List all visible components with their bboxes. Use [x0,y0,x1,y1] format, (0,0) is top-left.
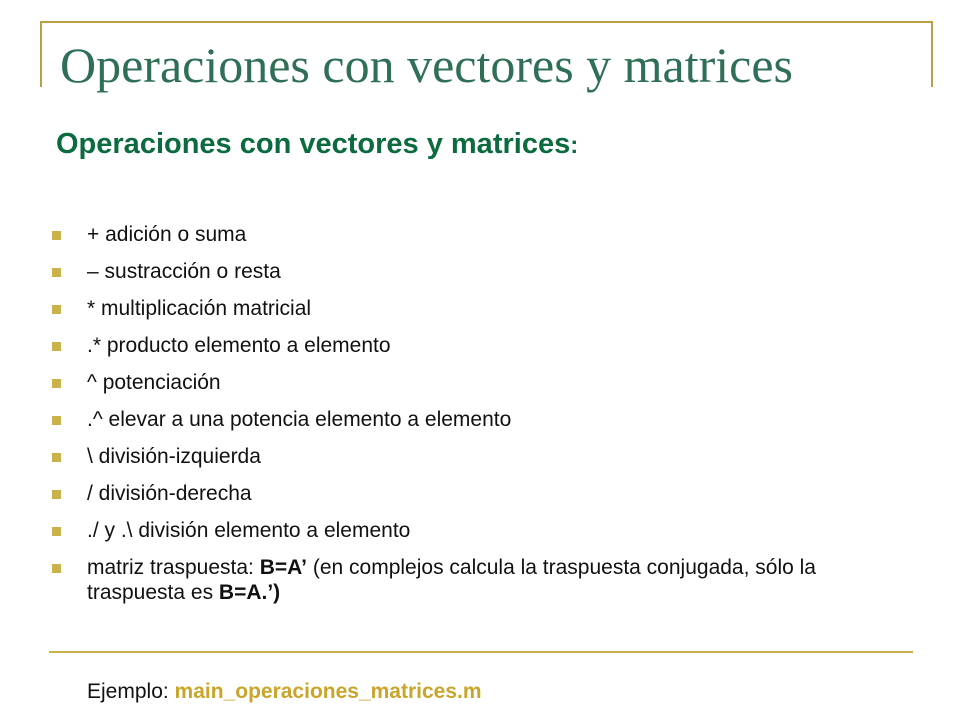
list-item [52,296,882,333]
square-bullet-icon [52,490,61,499]
square-bullet-icon [52,453,61,462]
list-item-text: \ división-izquierda [87,445,261,468]
subheading-colon: : [570,132,579,159]
square-bullet-icon [52,527,61,536]
list-item-text: .* producto elemento a elemento [87,334,391,357]
square-bullet-icon [52,305,61,314]
list-item-text: ^ potenciación [87,371,221,394]
list-item [52,333,882,370]
list-item-text: * multiplicación matricial [87,297,312,320]
list-item [52,222,882,259]
transpose-note: (en complejos calcula la traspuesta conjugada, sólo la traspuesta es [87,556,816,604]
operator-list [52,222,882,605]
title-frame-top [40,21,933,23]
list-item-text: / división-derecha [87,482,252,505]
slide-subheading [56,128,578,161]
list-item-text: .^ elevar a una potencia elemento a elemento [87,408,512,431]
square-bullet-icon [52,342,61,351]
list-item-text: + adición o suma [87,223,247,246]
square-bullet-icon [52,268,61,277]
title-frame-right [931,21,933,87]
list-item-text: – sustracción o resta [87,260,281,283]
list-item [52,481,882,518]
list-item [52,518,882,555]
transpose-expression: B=A’ [259,556,308,579]
title-frame-left [40,21,42,87]
square-bullet-icon [52,379,61,388]
transpose-dot-expression: B=A.’) [218,581,281,604]
divider-line [49,651,913,653]
list-item-text: ./ y .\ división elemento a elemento [87,519,411,542]
slide-title: Operaciones con vectores y matrices [60,37,794,93]
square-bullet-icon [52,416,61,425]
list-item [52,407,882,444]
list-item [52,444,882,481]
subheading-text: Operaciones con vectores y matrices [56,128,571,160]
example-filename: main_operaciones_matrices.m [174,680,482,703]
list-item [52,370,882,407]
example-line [87,680,482,704]
list-item-transpose [52,555,882,605]
square-bullet-icon [52,564,61,573]
example-label: Ejemplo: [87,680,175,703]
square-bullet-icon [52,231,61,240]
list-item [52,259,882,296]
transpose-label: matriz traspuesta: [87,556,260,579]
